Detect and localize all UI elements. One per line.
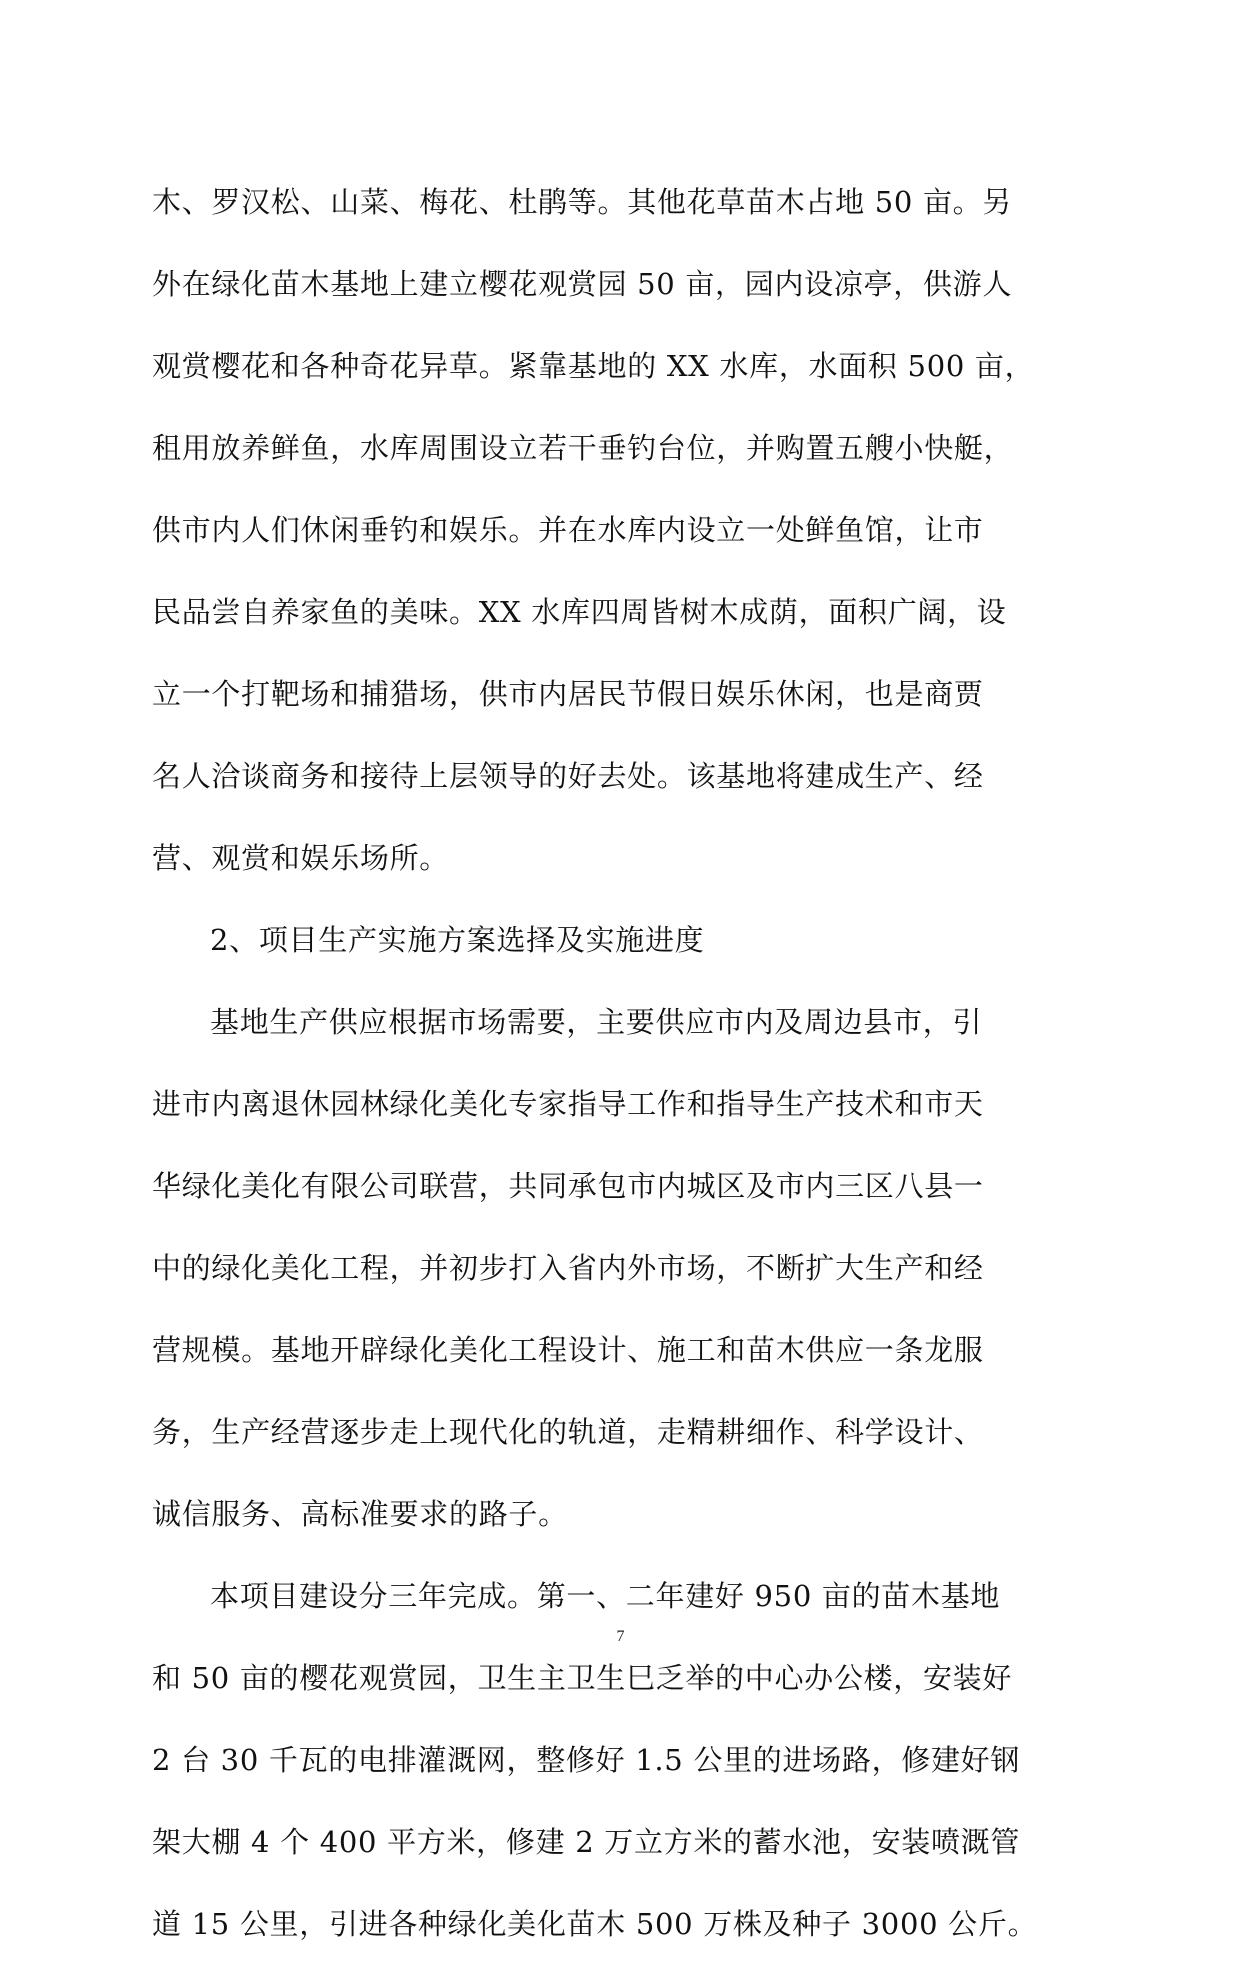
text-line: 供市内人们休闲垂钓和娱乐。并在水库内设立一处鲜鱼馆，让市 <box>152 513 984 547</box>
text-line: 基地生产供应根据市场需要，主要供应市内及周边县市，引 <box>210 1005 983 1039</box>
text-line: 木、罗汉松、山菜、梅花、杜鹃等。其他花草苗木占地 50 亩。另 <box>152 185 1013 219</box>
text-line: 架大棚 4 个 400 平方米，修建 2 万立方米的蓄水池，安装喷溉管 <box>152 1825 1021 1859</box>
section-heading-text: 2、项目生产实施方案选择及实施进度 <box>210 923 705 957</box>
text-line: 务，生产经营逐步走上现代化的轨道，走精耕细作、科学设计、 <box>152 1415 984 1449</box>
text-line: 民品尝自养家鱼的美味。XX 水库四周皆树木成荫，面积广阔，设 <box>152 595 1007 629</box>
text-line: 本项目建设分三年完成。第一、二年建好 950 亩的苗木基地 <box>210 1579 1001 1613</box>
text-line: 营、观赏和娱乐场所。 <box>152 841 450 875</box>
section-heading-2 <box>152 920 1092 1002</box>
text-line: 进市内离退休园林绿化美化专家指导工作和指导生产技术和市天 <box>152 1087 984 1121</box>
text-line: 华绿化美化有限公司联营，共同承包市内城区及市内三区八县一 <box>152 1169 984 1203</box>
text-line: 道 15 公里，引进各种绿化美化苗木 500 万株及种子 3000 公斤。 <box>152 1907 1038 1941</box>
text-line: 外在绿化苗木基地上建立樱花观赏园 50 亩，园内设凉亭，供游人 <box>152 267 1013 301</box>
text-line: 名人洽谈商务和接待上层领导的好去处。该基地将建成生产、经 <box>152 759 984 793</box>
text-line: 营规模。基地开辟绿化美化工程设计、施工和苗木供应一条龙服 <box>152 1333 984 1367</box>
paragraph-1 <box>152 182 1092 920</box>
body-text <box>152 182 1092 1986</box>
text-line: 租用放养鲜鱼，水库周围设立若干垂钓台位，并购置五艘小快艇， <box>152 431 1014 465</box>
page-number: 7 <box>616 1628 625 1645</box>
text-line: 观赏樱花和各种奇花异草。紧靠基地的 XX 水库，水面积 500 亩， <box>152 349 1035 383</box>
text-line: 诚信服务、高标准要求的路子。 <box>152 1497 568 1531</box>
paragraph-3 <box>152 1002 1092 1576</box>
text-line: 立一个打靶场和捕猎场，供市内居民节假日娱乐休闲，也是商贾 <box>152 677 984 711</box>
text-line: 中的绿化美化工程，并初步打入省内外市场，不断扩大生产和经 <box>152 1251 984 1285</box>
text-line: 2 台 30 千瓦的电排灌溉网，整修好 1.5 公里的进场路，修建好钢 <box>152 1743 1021 1777</box>
text-line: 和 50 亩的樱花观赏园，卫生主卫生巳乏举的中心办公楼，安装好 <box>152 1661 1013 1695</box>
